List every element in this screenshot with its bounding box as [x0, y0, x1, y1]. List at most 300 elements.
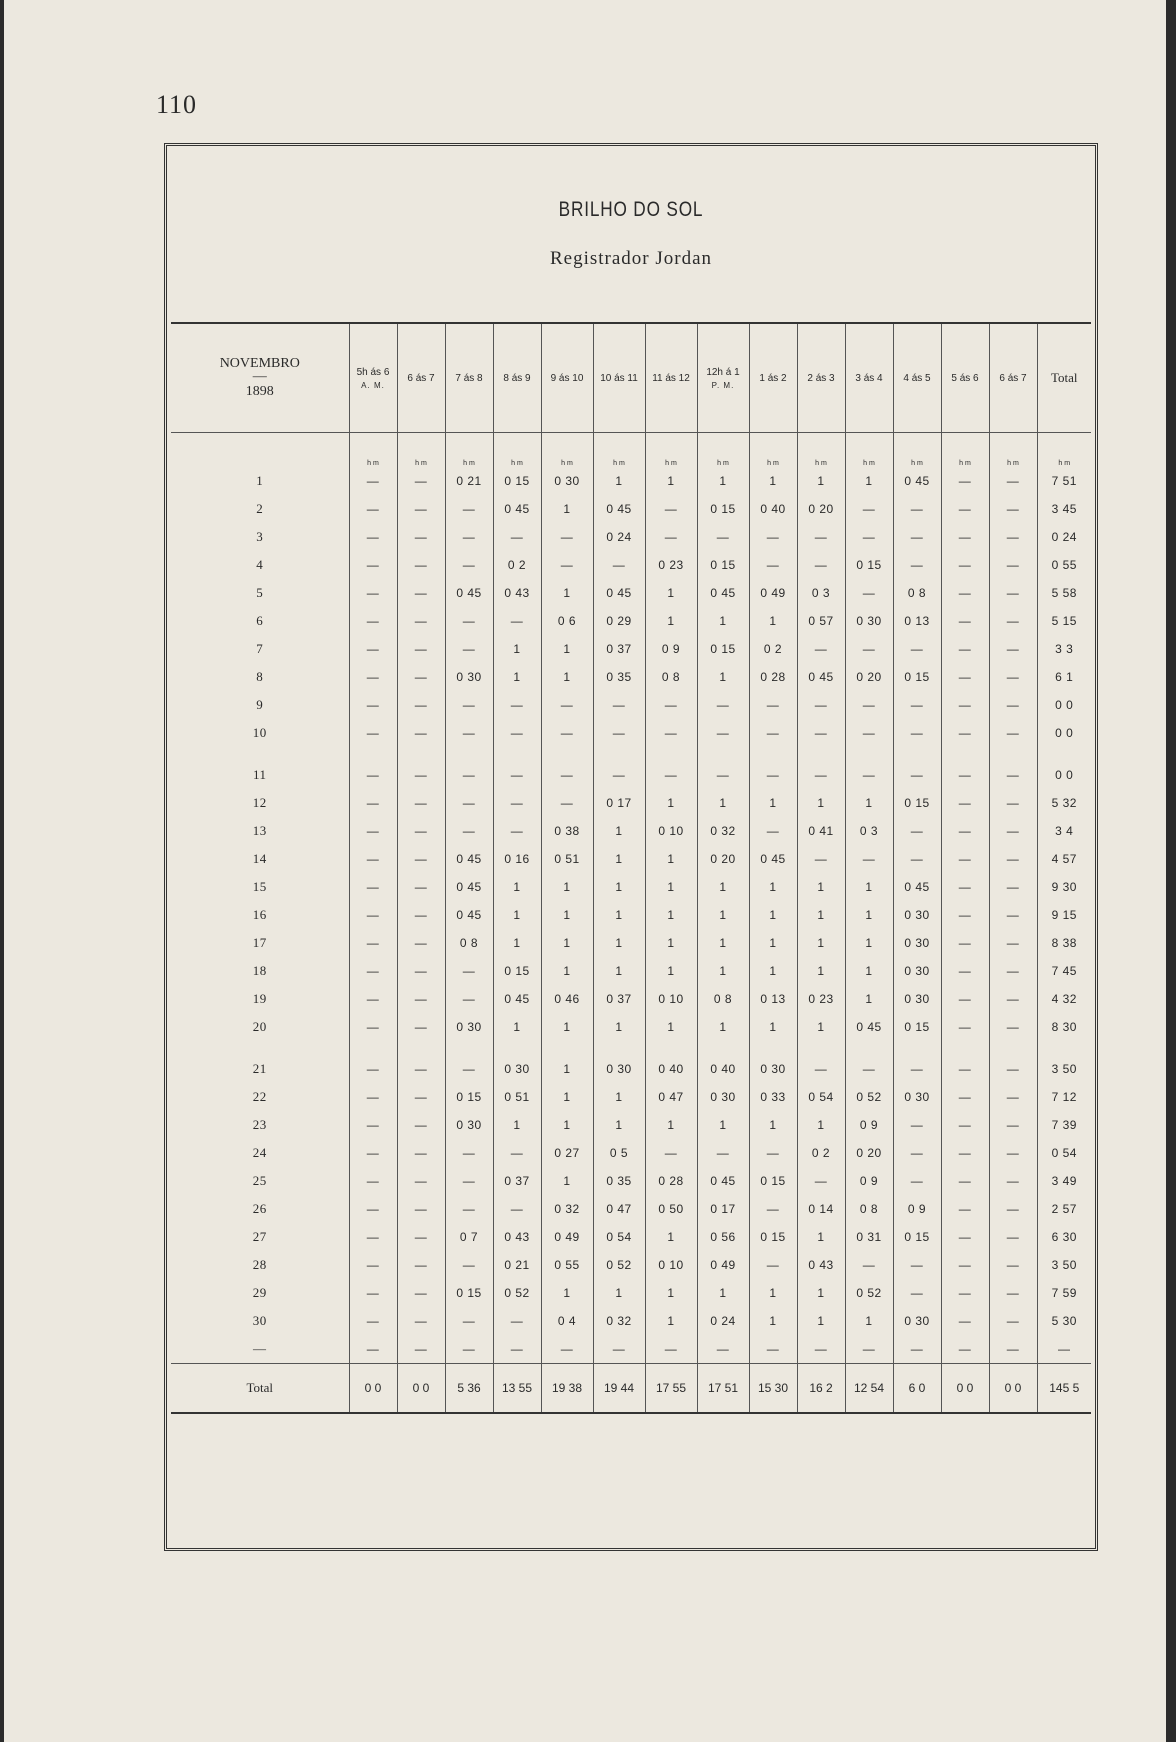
value-cell: 1: [593, 1111, 645, 1139]
value-cell: —: [349, 1139, 397, 1167]
value-cell: —: [349, 1083, 397, 1111]
value-cell: —: [397, 1251, 445, 1279]
value-cell: —: [397, 1223, 445, 1251]
value-cell: 0 45: [445, 873, 493, 901]
hour-column-label: 6 ás 7: [999, 372, 1027, 384]
row-total-cell: 0 0: [1037, 719, 1091, 747]
table-row: [171, 1167, 1091, 1195]
value-cell: —: [445, 691, 493, 719]
value-cell: 1: [541, 663, 593, 691]
row-total-cell: 9 30: [1037, 873, 1091, 901]
value-cell: —: [397, 761, 445, 789]
value-cell: —: [593, 1335, 645, 1364]
unit-label: h m: [397, 433, 445, 468]
month-label: NOVEMBRO: [219, 356, 300, 371]
table-row: [171, 1251, 1091, 1279]
value-cell: —: [941, 1083, 989, 1111]
value-cell: 0 24: [593, 523, 645, 551]
gap-cell: [541, 1041, 593, 1055]
value-cell: —: [989, 1139, 1037, 1167]
table-row: [171, 817, 1091, 845]
value-cell: —: [893, 1167, 941, 1195]
hour-column-header: [989, 324, 1037, 433]
value-cell: —: [941, 607, 989, 635]
value-cell: 1: [697, 789, 749, 817]
value-cell: —: [893, 691, 941, 719]
row-total-cell: 5 15: [1037, 607, 1091, 635]
value-cell: —: [893, 495, 941, 523]
value-cell: —: [349, 817, 397, 845]
value-cell: 1: [493, 901, 541, 929]
value-cell: —: [697, 1139, 749, 1167]
value-cell: —: [541, 761, 593, 789]
value-cell: —: [941, 551, 989, 579]
grand-total-cell: 145 5: [1037, 1364, 1091, 1414]
row-total-cell: 3 3: [1037, 635, 1091, 663]
value-cell: 0 45: [593, 495, 645, 523]
table-row: [171, 579, 1091, 607]
value-cell: 0 2: [797, 1139, 845, 1167]
value-cell: 0 54: [593, 1223, 645, 1251]
value-cell: 1: [541, 1013, 593, 1041]
table-row: [171, 957, 1091, 985]
table-row: [171, 719, 1091, 747]
value-cell: —: [749, 1195, 797, 1223]
gap-cell: [593, 747, 645, 761]
unit-spacer: [171, 433, 349, 468]
gap-cell: [797, 747, 845, 761]
gap-cell: [797, 1041, 845, 1055]
unit-label: h m: [1037, 433, 1091, 468]
value-cell: —: [893, 1279, 941, 1307]
value-cell: 0 45: [845, 1013, 893, 1041]
value-cell: 0 23: [797, 985, 845, 1013]
value-cell: —: [397, 873, 445, 901]
day-cell: 16: [252, 907, 267, 922]
hour-column-label: 11 ás 12: [652, 372, 690, 384]
value-cell: 0 15: [893, 663, 941, 691]
value-cell: 0 3: [797, 579, 845, 607]
value-cell: 1: [797, 901, 845, 929]
value-cell: 1: [797, 467, 845, 495]
value-cell: —: [893, 761, 941, 789]
value-cell: —: [893, 1251, 941, 1279]
value-cell: 0 49: [697, 1251, 749, 1279]
value-cell: —: [749, 1335, 797, 1364]
value-cell: —: [941, 579, 989, 607]
gap-cell: [845, 1041, 893, 1055]
value-cell: 1: [797, 873, 845, 901]
value-cell: 0 32: [593, 1307, 645, 1335]
row-total-cell: 3 4: [1037, 817, 1091, 845]
value-cell: —: [349, 1013, 397, 1041]
value-cell: —: [845, 1335, 893, 1364]
gap-cell: [645, 747, 697, 761]
value-cell: 1: [797, 957, 845, 985]
value-cell: —: [349, 523, 397, 551]
value-cell: —: [397, 957, 445, 985]
gap-cell: [1037, 747, 1091, 761]
value-cell: —: [697, 1335, 749, 1364]
value-cell: —: [941, 761, 989, 789]
value-cell: —: [349, 1335, 397, 1364]
value-cell: —: [493, 719, 541, 747]
value-cell: —: [941, 523, 989, 551]
value-cell: 1: [845, 789, 893, 817]
value-cell: 1: [749, 957, 797, 985]
value-cell: —: [445, 957, 493, 985]
value-cell: —: [941, 635, 989, 663]
value-cell: —: [445, 1055, 493, 1083]
gap-cell: [893, 747, 941, 761]
value-cell: —: [893, 1139, 941, 1167]
value-cell: 0 15: [893, 1223, 941, 1251]
value-cell: 1: [645, 1307, 697, 1335]
value-cell: 1: [593, 873, 645, 901]
value-cell: —: [349, 1195, 397, 1223]
value-cell: —: [349, 1279, 397, 1307]
table-row: [171, 635, 1091, 663]
value-cell: —: [349, 789, 397, 817]
value-cell: 1: [645, 789, 697, 817]
value-cell: 1: [593, 957, 645, 985]
value-cell: 1: [645, 901, 697, 929]
table-frame: [164, 143, 1098, 1551]
unit-label: h m: [645, 433, 697, 468]
value-cell: —: [397, 523, 445, 551]
row-total-cell: 4 32: [1037, 985, 1091, 1013]
value-cell: 0 30: [445, 663, 493, 691]
hour-column-header: [941, 324, 989, 433]
value-cell: —: [797, 1335, 845, 1364]
value-cell: 1: [797, 1013, 845, 1041]
day-cell: 5: [256, 585, 264, 600]
value-cell: —: [349, 1307, 397, 1335]
row-total-cell: 0 55: [1037, 551, 1091, 579]
unit-label: h m: [845, 433, 893, 468]
value-cell: —: [645, 719, 697, 747]
value-cell: 0 37: [593, 985, 645, 1013]
month-header: [171, 324, 349, 433]
hour-column-header: [445, 324, 493, 433]
value-cell: 0 30: [445, 1111, 493, 1139]
value-cell: —: [397, 1167, 445, 1195]
value-cell: —: [941, 1223, 989, 1251]
value-cell: —: [349, 719, 397, 747]
value-cell: —: [941, 1279, 989, 1307]
value-cell: 0 40: [749, 495, 797, 523]
value-cell: —: [397, 663, 445, 691]
table-row: [171, 1111, 1091, 1139]
value-cell: 0 30: [493, 1055, 541, 1083]
value-cell: —: [541, 789, 593, 817]
gap-cell: [171, 747, 349, 761]
value-cell: —: [397, 1111, 445, 1139]
day-cell: 2: [256, 501, 264, 516]
value-cell: 1: [645, 845, 697, 873]
value-cell: —: [349, 495, 397, 523]
table-row: [171, 761, 1091, 789]
value-cell: 0 38: [541, 817, 593, 845]
value-cell: 0 55: [541, 1251, 593, 1279]
value-cell: —: [349, 663, 397, 691]
value-cell: 0 35: [593, 663, 645, 691]
value-cell: 1: [797, 1307, 845, 1335]
day-cell: 29: [252, 1285, 267, 1300]
value-cell: 0 3: [845, 817, 893, 845]
row-total-cell: 5 30: [1037, 1307, 1091, 1335]
value-cell: 1: [645, 579, 697, 607]
hour-column-label: 6 ás 7: [407, 372, 435, 384]
day-cell: 30: [252, 1313, 267, 1328]
row-total-cell: —: [1037, 1335, 1091, 1364]
value-cell: —: [941, 1111, 989, 1139]
value-cell: —: [445, 1335, 493, 1364]
value-cell: —: [349, 1055, 397, 1083]
value-cell: —: [989, 1251, 1037, 1279]
gap-cell: [397, 1041, 445, 1055]
table-row: [171, 873, 1091, 901]
value-cell: 0 16: [493, 845, 541, 873]
value-cell: 0 15: [893, 789, 941, 817]
hour-column-header: [749, 324, 797, 433]
table-row: [171, 985, 1091, 1013]
value-cell: —: [797, 1167, 845, 1195]
value-cell: 1: [541, 1083, 593, 1111]
table-row: [171, 1013, 1091, 1041]
value-cell: 1: [541, 901, 593, 929]
row-total-cell: 7 45: [1037, 957, 1091, 985]
value-cell: —: [941, 985, 989, 1013]
value-cell: —: [893, 635, 941, 663]
value-cell: —: [445, 985, 493, 1013]
hour-column-header: [593, 324, 645, 433]
table-row: [171, 1279, 1091, 1307]
value-cell: —: [941, 1167, 989, 1195]
day-cell: 23: [252, 1117, 267, 1132]
value-cell: 0 8: [645, 663, 697, 691]
value-cell: —: [941, 1335, 989, 1364]
value-cell: —: [989, 985, 1037, 1013]
value-cell: —: [989, 1111, 1037, 1139]
value-cell: —: [989, 691, 1037, 719]
value-cell: —: [493, 761, 541, 789]
value-cell: 0 30: [893, 901, 941, 929]
value-cell: —: [349, 957, 397, 985]
hour-column-header: [541, 324, 593, 433]
value-cell: 0 46: [541, 985, 593, 1013]
value-cell: 0 47: [593, 1195, 645, 1223]
value-cell: —: [845, 635, 893, 663]
value-cell: —: [445, 1195, 493, 1223]
value-cell: 0 31: [845, 1223, 893, 1251]
unit-label: h m: [941, 433, 989, 468]
value-cell: —: [893, 845, 941, 873]
table-row: [171, 467, 1091, 495]
value-cell: 0 15: [493, 957, 541, 985]
value-cell: 1: [541, 635, 593, 663]
value-cell: 1: [645, 467, 697, 495]
value-cell: 1: [749, 901, 797, 929]
value-cell: —: [941, 845, 989, 873]
value-cell: —: [493, 789, 541, 817]
value-cell: 0 17: [593, 789, 645, 817]
hour-column-label: 2 ás 3: [807, 372, 835, 384]
value-cell: 1: [697, 467, 749, 495]
row-gap: [171, 747, 1091, 761]
value-cell: 0 30: [593, 1055, 645, 1083]
row-total-cell: 7 59: [1037, 1279, 1091, 1307]
value-cell: —: [941, 691, 989, 719]
value-cell: 0 45: [445, 901, 493, 929]
value-cell: 0 33: [749, 1083, 797, 1111]
value-cell: 0 32: [697, 817, 749, 845]
gap-cell: [1037, 1041, 1091, 1055]
value-cell: —: [749, 1251, 797, 1279]
value-cell: —: [397, 1279, 445, 1307]
value-cell: 1: [845, 957, 893, 985]
value-cell: 0 7: [445, 1223, 493, 1251]
value-cell: —: [845, 1055, 893, 1083]
value-cell: —: [349, 579, 397, 607]
table-row: [171, 663, 1091, 691]
table-row: [171, 845, 1091, 873]
gap-cell: [749, 1041, 797, 1055]
value-cell: —: [397, 495, 445, 523]
value-cell: 1: [593, 1279, 645, 1307]
value-cell: —: [541, 551, 593, 579]
value-cell: —: [941, 929, 989, 957]
row-total-cell: 3 50: [1037, 1251, 1091, 1279]
table-title: BRILHO DO SOL: [558, 198, 704, 221]
value-cell: 0 15: [893, 1013, 941, 1041]
day-cell: 17: [252, 935, 267, 950]
day-cell: 25: [252, 1173, 267, 1188]
value-cell: —: [989, 635, 1037, 663]
header-row: [171, 324, 1091, 433]
hour-column-header: [493, 324, 541, 433]
value-cell: 0 43: [493, 1223, 541, 1251]
gap-cell: [941, 1041, 989, 1055]
value-cell: 1: [645, 873, 697, 901]
value-cell: 1: [749, 1013, 797, 1041]
value-cell: 0 37: [493, 1167, 541, 1195]
value-cell: —: [349, 635, 397, 663]
value-cell: —: [989, 1195, 1037, 1223]
value-cell: —: [893, 523, 941, 551]
value-cell: —: [941, 789, 989, 817]
row-total-cell: 0 54: [1037, 1139, 1091, 1167]
value-cell: 0 28: [645, 1167, 697, 1195]
value-cell: 1: [797, 1223, 845, 1251]
unit-label: h m: [749, 433, 797, 468]
value-cell: —: [749, 691, 797, 719]
value-cell: 0 15: [697, 551, 749, 579]
gap-cell: [989, 747, 1037, 761]
gap-cell: [845, 747, 893, 761]
value-cell: —: [349, 1111, 397, 1139]
value-cell: 1: [697, 901, 749, 929]
value-cell: 0 45: [893, 873, 941, 901]
value-cell: —: [445, 817, 493, 845]
value-cell: 0 13: [893, 607, 941, 635]
table-row: [171, 551, 1091, 579]
table-row: [171, 1139, 1091, 1167]
unit-label: h m: [893, 433, 941, 468]
value-cell: —: [397, 817, 445, 845]
value-cell: —: [941, 817, 989, 845]
value-cell: 0 45: [893, 467, 941, 495]
value-cell: 0 45: [697, 579, 749, 607]
value-cell: —: [749, 523, 797, 551]
day-cell: 13: [252, 823, 267, 838]
table-row: [171, 607, 1091, 635]
year-label: 1898: [245, 384, 274, 399]
value-cell: —: [797, 761, 845, 789]
value-cell: —: [645, 761, 697, 789]
value-cell: 0 49: [749, 579, 797, 607]
value-cell: 1: [541, 579, 593, 607]
value-cell: 1: [749, 1279, 797, 1307]
value-cell: —: [493, 1195, 541, 1223]
value-cell: —: [989, 1013, 1037, 1041]
day-cell: 6: [256, 613, 264, 628]
value-cell: —: [541, 523, 593, 551]
value-cell: 1: [541, 1111, 593, 1139]
day-cell: 20: [252, 1019, 267, 1034]
value-cell: —: [445, 719, 493, 747]
value-cell: 0 49: [541, 1223, 593, 1251]
gap-cell: [171, 1041, 349, 1055]
value-cell: 1: [493, 929, 541, 957]
value-cell: 0 23: [645, 551, 697, 579]
value-cell: —: [845, 523, 893, 551]
table-row: [171, 1223, 1091, 1251]
column-total-cell: 0 0: [989, 1364, 1037, 1414]
value-cell: —: [941, 1195, 989, 1223]
value-cell: 1: [541, 929, 593, 957]
value-cell: —: [493, 1307, 541, 1335]
value-cell: —: [797, 635, 845, 663]
column-total-cell: 13 55: [493, 1364, 541, 1414]
value-cell: —: [493, 817, 541, 845]
value-cell: 0 30: [445, 1013, 493, 1041]
value-cell: 0 2: [749, 635, 797, 663]
value-cell: 0 50: [645, 1195, 697, 1223]
value-cell: 0 9: [845, 1111, 893, 1139]
value-cell: 0 20: [697, 845, 749, 873]
value-cell: 1: [845, 1307, 893, 1335]
value-cell: —: [445, 635, 493, 663]
value-cell: —: [989, 551, 1037, 579]
hour-column-header: [349, 324, 397, 433]
value-cell: 0 30: [749, 1055, 797, 1083]
hour-column-header: [397, 324, 445, 433]
value-cell: 0 30: [893, 1083, 941, 1111]
value-cell: 0 10: [645, 817, 697, 845]
hour-column-label: 3 ás 4: [855, 372, 883, 384]
value-cell: 0 30: [697, 1083, 749, 1111]
gap-cell: [445, 1041, 493, 1055]
unit-label: h m: [445, 433, 493, 468]
value-cell: —: [397, 1195, 445, 1223]
value-cell: —: [445, 1307, 493, 1335]
table-row: [171, 523, 1091, 551]
value-cell: —: [645, 691, 697, 719]
value-cell: —: [445, 607, 493, 635]
value-cell: —: [845, 495, 893, 523]
table-row: [171, 929, 1091, 957]
